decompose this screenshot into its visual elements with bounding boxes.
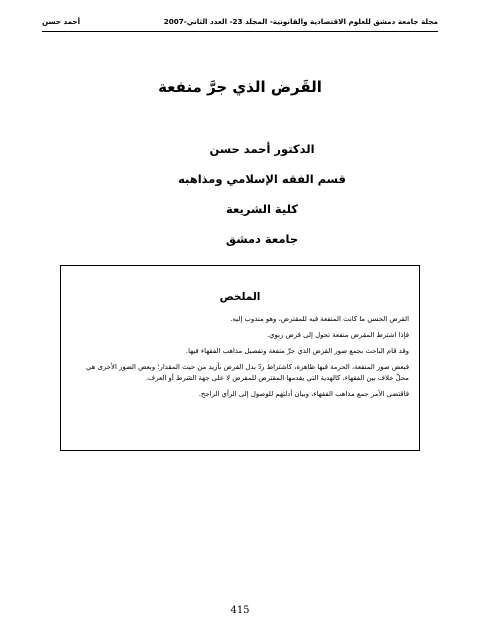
abstract-paragraph: فبعض صور المنفعة، الحرمة فيها ظاهرة، كاشتراط ردّ بدل القرض بأزيد من حيث المقدار؛ وبعض الصور الأخرى هي محلّ خلاف بين الفقهاء، كالهدية التي يقدمها المقترض للمقرض لا على جهة الشرط أو العرف. — [86, 363, 409, 382]
header-divider — [42, 31, 438, 32]
abstract-paragraph: فاقتضى الأمر جمع مذاهب الفقهاء، وبيان أدلتهم للوصول إلى الرأي الراجح. — [198, 390, 409, 398]
paper-title: القَرض الذي جرَّ منفعة — [158, 78, 322, 96]
journal-citation: مجلة جامعة دمشق للعلوم الاقتصادية والقانونية- المجلد 23- العدد الثاني-2007 — [163, 17, 438, 26]
author-block — [132, 134, 392, 254]
abstract-paragraph: القرض الحسن ما كانت المنفعة فيه للمقترض، وهو مندوب إليه. — [230, 315, 409, 323]
header-author: أحمد حسن — [42, 17, 81, 26]
abstract-paragraph: فإذا اشترط المقرض منفعة تحول إلى قرض ربوي. — [266, 331, 409, 339]
abstract-body — [71, 314, 409, 405]
abstract-paragraph: وقد قام الباحث بجمع صور القرض الذي جرَّ منفعة وتفصيل مذاهب الفقهاء فيها. — [185, 347, 409, 355]
author-university: جامعة دمشق — [225, 232, 299, 246]
author-faculty: كلية الشريعة — [226, 202, 298, 216]
abstract-heading: الملخص — [219, 291, 261, 303]
author-name: الدكتور أحمد حسن — [209, 142, 315, 156]
running-header — [42, 17, 438, 31]
author-department: قسم الفقه الإسلامي ومذاهبه — [178, 172, 346, 186]
abstract-box — [60, 265, 420, 451]
page-number: 415 — [230, 605, 250, 616]
